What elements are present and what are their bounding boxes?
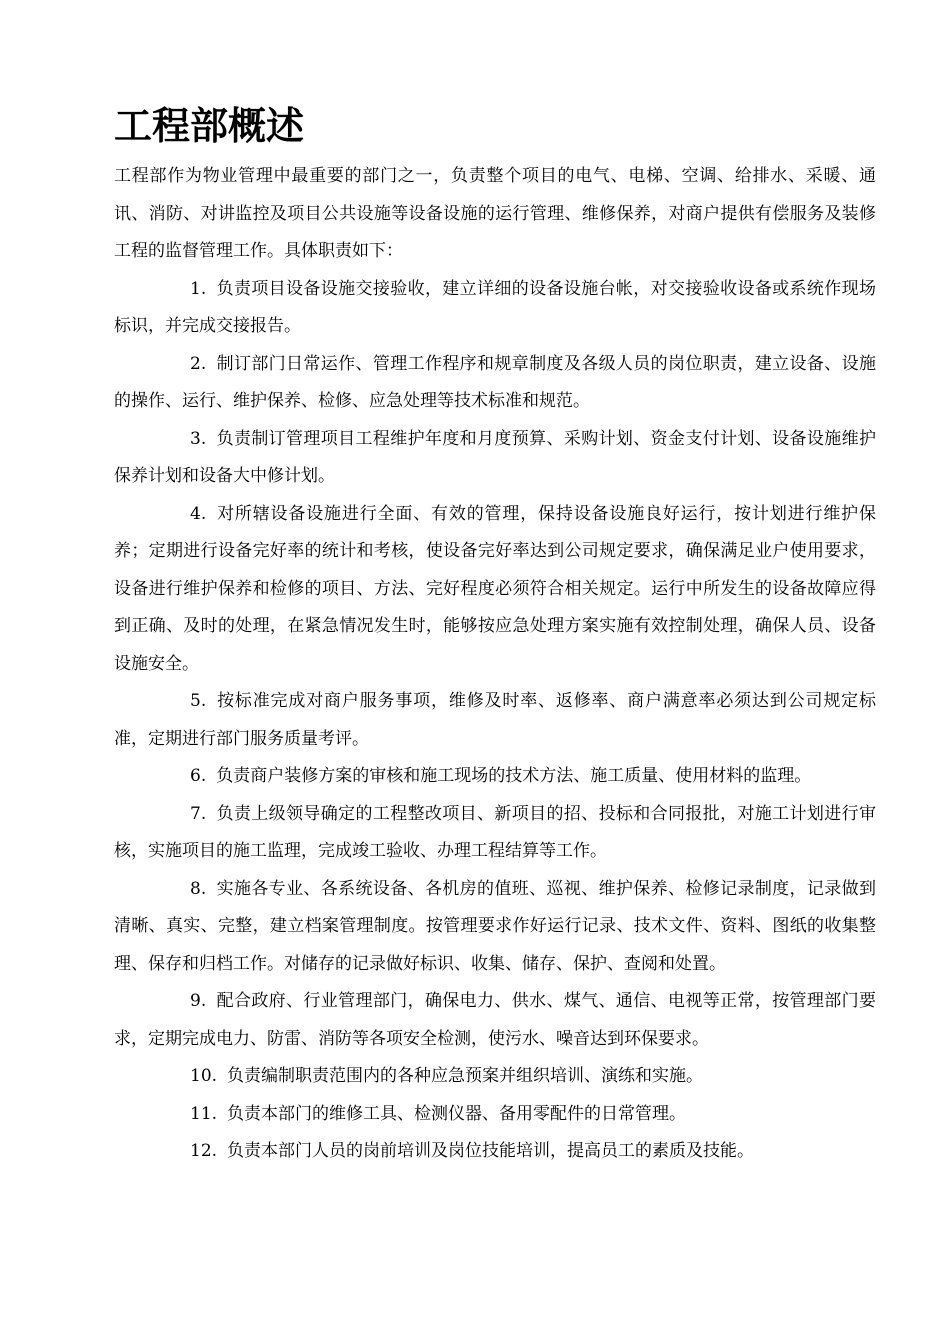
- list-item: [114, 871, 876, 984]
- item-number: 5.: [190, 691, 207, 711]
- item-number: 3.: [190, 428, 207, 449]
- item-text: 负责项目设备设施交接验收，建立详细的设备设施台帐，对交接验收设备或系统作现场标识，并完成交接报告。: [114, 278, 876, 336]
- item-number: 1.: [190, 278, 207, 299]
- item-number: 6.: [190, 766, 207, 786]
- item-number: 12.: [190, 1141, 218, 1161]
- item-text: 配合政府、行业管理部门，确保电力、供水、煤气、通信、电视等正常，按管理部门要求，定期完成电力、防雷、消防等各项安全检测，使污水、噪音达到环保要求。: [114, 991, 876, 1049]
- item-text: 负责本部门的维修工具、检测仪器、备用零配件的日常管理。: [227, 1103, 687, 1124]
- item-number: 7.: [190, 803, 207, 824]
- list-item: [114, 1133, 876, 1171]
- list-item: [114, 796, 876, 871]
- item-number: 11.: [190, 1103, 218, 1124]
- list-item: [114, 983, 876, 1058]
- item-text: 负责制订管理项目工程维护年度和月度预算、采购计划、资金支付计划、设备设施维护保养计划和设备大中修计划。: [114, 428, 876, 486]
- list-item: [114, 496, 876, 684]
- list-item: [114, 421, 876, 496]
- item-number: 2.: [190, 353, 207, 374]
- list-item: [114, 346, 876, 421]
- item-text: 负责上级领导确定的工程整改项目、新项目的招、投标和合同报批，对施工计划进行审核，实施项目的施工监理，完成竣工验收、办理工程结算等工作。: [114, 803, 876, 861]
- item-text: 按标准完成对商户服务事项，维修及时率、返修率、商户满意率必须达到公司规定标准，定期进行部门服务质量考评。: [114, 691, 876, 749]
- item-number: 9.: [190, 991, 207, 1011]
- list-item: [114, 683, 876, 758]
- item-text: 负责商户装修方案的审核和施工现场的技术方法、施工质量、使用材料的监理。: [216, 766, 812, 786]
- list-item: [114, 1096, 876, 1134]
- item-number: 4.: [190, 503, 207, 524]
- item-text: 制订部门日常运作、管理工作程序和规章制度及各级人员的岗位职责，建立设备、设施的操作、运行、维护保养、检修、应急处理等技术标准和规范。: [114, 353, 876, 411]
- list-item: [114, 758, 876, 796]
- list-item: [114, 1058, 876, 1096]
- item-text: 负责编制职责范围内的各种应急预案并组织培训、演练和实施。: [227, 1066, 704, 1086]
- item-text: 实施各专业、各系统设备、各机房的值班、巡视、维护保养、检修记录制度，记录做到清晰、真实、完整，建立档案管理制度。按管理要求作好运行记录、技术文件、资料、图纸的收集整理、保存和归档工作。对储存的记录做好标识、收集、储存、保护、查阅和处置。: [114, 878, 876, 974]
- item-text: 对所辖设备设施进行全面、有效的管理，保持设备设施良好运行，按计划进行维护保养；定期进行设备完好率的统计和考核，使设备完好率达到公司规定要求，确保满足业户使用要求，设备进行维护保养和检修的项目、方法、完好程度必须符合相关规定。运行中所发生的设备故障应得到正确、及时的处理，在紧急情况发生时，能够按应急处理方案实施有效控制处理，确保人员、设备设施安全。: [114, 503, 876, 674]
- intro-paragraph: 工程部作为物业管理中最重要的部门之一，负责整个项目的电气、电梯、空调、给排水、采暖、通讯、消防、对讲监控及项目公共设施等设备设施的运行管理、维修保养，对商户提供有偿服务及装修工程的监督管理工作。具体职责如下：: [114, 166, 876, 261]
- item-number: 10.: [190, 1066, 218, 1086]
- item-number: 8.: [190, 878, 207, 899]
- item-text: 负责本部门人员的岗前培训及岗位技能培训，提高员工的素质及技能。: [227, 1141, 755, 1161]
- document-page: [114, 100, 876, 1171]
- list-item: [114, 271, 876, 346]
- document-title: 工程部概述: [114, 104, 305, 148]
